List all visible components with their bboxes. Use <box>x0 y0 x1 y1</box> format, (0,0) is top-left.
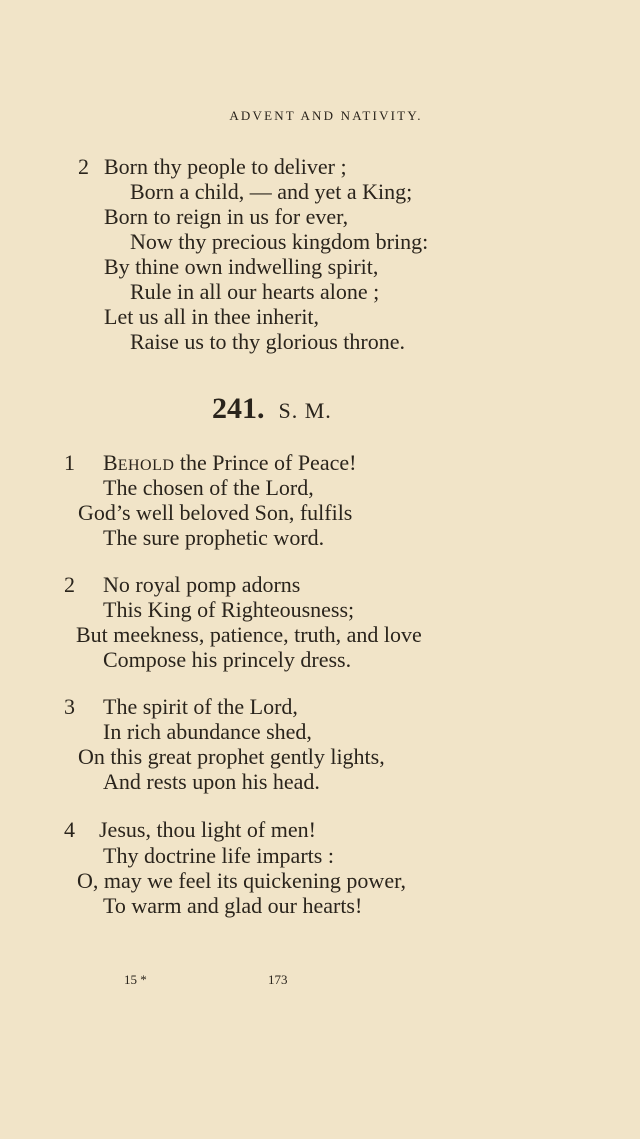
verse-line: The sure prophetic word. <box>103 525 325 550</box>
initial-capital: B <box>103 450 118 475</box>
verse-line: To warm and glad our hearts! <box>103 893 363 918</box>
verse-line: Born thy people to deliver ; <box>104 154 347 179</box>
hymn-number: 241. <box>212 392 265 425</box>
verse-line: Born to reign in us for ever, <box>104 204 349 229</box>
verse-line: Rule in all our hearts alone ; <box>130 279 380 304</box>
verse-line: Thy doctrine life imparts : <box>103 843 334 868</box>
verse-line: In rich abundance shed, <box>103 719 312 744</box>
verse-line: God’s well beloved Son, fulfils <box>78 500 353 525</box>
verse-line: On this great prophet gently lights, <box>78 744 385 769</box>
verse-line-rest: the Prince of Peace! <box>174 450 357 475</box>
verse-line: No royal pomp adorns <box>103 572 301 597</box>
verse-line: This King of Righteousness; <box>103 597 355 622</box>
verse-line: Now thy precious kingdom bring: <box>130 229 429 254</box>
stanza-number: 2 <box>78 154 89 179</box>
verse-line: Raise us to thy glorious throne. <box>130 329 405 354</box>
stanza-number: 1 <box>64 450 75 475</box>
verse-line: And rests upon his head. <box>103 769 320 794</box>
verse-line: O, may we feel its quickening power, <box>77 868 407 893</box>
running-head: ADVENT AND NATIVITY. <box>229 108 423 123</box>
verse-line: Compose his princely dress. <box>103 647 352 672</box>
stanza-number: 3 <box>64 694 75 719</box>
verse-line: By thine own indwelling spirit, <box>104 254 379 279</box>
page-number: 173 <box>268 972 288 987</box>
verse-line: The chosen of the Lord, <box>103 475 314 500</box>
hymn-heading <box>212 392 332 426</box>
stanza-number: 4 <box>64 817 75 842</box>
signature-mark: 15 * <box>124 972 147 987</box>
verse-line: Born a child, — and yet a King; <box>130 179 413 204</box>
verse-line: But meekness, patience, truth, and love <box>76 622 422 647</box>
verse-line: Jesus, thou light of men! <box>99 817 316 842</box>
verse-line: Let us all in thee inherit, <box>104 304 320 329</box>
small-caps-word: EHOLD <box>117 457 175 474</box>
hymn-meter: S. M. <box>278 398 332 423</box>
verse-line: The spirit of the Lord, <box>103 694 298 719</box>
stanza-number: 2 <box>64 572 75 597</box>
